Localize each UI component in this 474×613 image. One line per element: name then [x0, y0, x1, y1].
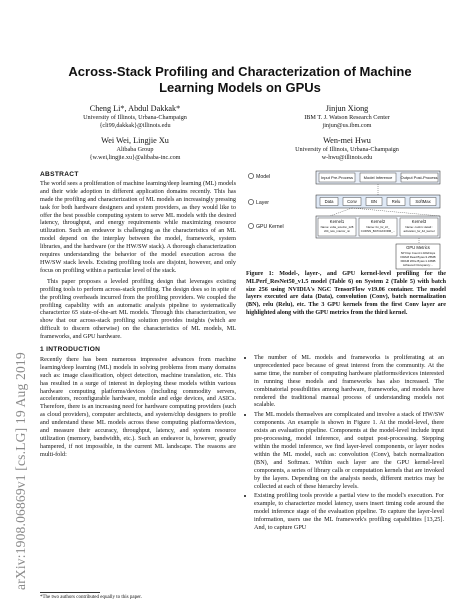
right-column-bullets: [246, 354, 444, 534]
author-block-3: [50, 136, 220, 161]
left-column: [40, 171, 236, 462]
kernel-detail: Name: cudnn::detail::: [405, 225, 433, 229]
kernel-detail: activation_fw_4d_kernel: [403, 229, 435, 233]
layer-box-label: Conv: [347, 199, 357, 204]
figure-1-diagram: [246, 170, 442, 270]
author-email: w-hwu@illinois.edu: [321, 153, 373, 161]
arxiv-stamp: arXiv:1908.06869v1 [cs.LG] 19 Aug 2019: [13, 352, 28, 590]
kernel-name: Kernel3: [411, 219, 427, 224]
kernel-level-icon: [248, 223, 253, 228]
abstract-paragraph: This paper proposes a leveled profiling design that leverages existing profiling tools to perform across-stack profiling. The design does so in spite of the profiling overheads incurred from the profiling providers. We coupled the profiling capability with an automatic analysis pipeline to systematically characterize 65 state-of-the-art ML models. Through this characterization, we show that our across-stack profiling solution provides insights (which are difficult to discern otherwise) on the characteristics of ML models, ML frameworks, and GPU hardware.: [40, 277, 236, 341]
layer-level-icon: [248, 199, 253, 204]
author-name: Cheng Li*, Abdul Dakkak*: [89, 104, 181, 113]
author-block-4: [262, 136, 432, 161]
author-email: {cli99,dakkak}@illinois.edu: [99, 121, 171, 129]
metric-line: SP Flop Count:1.02GFlops: [400, 251, 436, 255]
layer-box-label: Relu: [391, 199, 401, 204]
abstract-heading: ABSTRACT: [40, 171, 79, 178]
layer-box-label: SoftMax: [415, 199, 431, 204]
bullet-item: • Existing profiling tools provide a partial view to the model's execution. For example, to characterize model latency, users insert timing code around the model inference stage of the evaluation pipeline. To capture the layer-level information, users use the ML framework's profiling capabilities [13,25]. And, to capture GPU: [254, 492, 444, 532]
intro-heading: 1 INTRODUCTION: [40, 346, 101, 354]
level-label-model: Model: [256, 174, 271, 180]
metric-line: DRAM Read Bytes:3.25MB: [400, 255, 436, 259]
bullet-item: • The ML models themselves are complicated and involve a stack of HW/SW components. An example is shown in Figure 1. At the model-level, there exists an evaluation pipeline. Components at the model-level include input pre-processing, model inference, and output post-processing. Stepping within the model inference, we find layer-level components, or layer nodes within the ML model, such as: convolution (Conv), batch normalization (BN), and Softmax. Within each layer are the GPU kernel-level components, a series of library calls or computation kernels that are invoked by the layers. Depending on the analysis needs, different metrics may be collected at each of these hierarchy levels.: [254, 411, 444, 490]
footnote: *The two authors contributed equally to this paper.: [40, 595, 142, 600]
author-email: {w.wei,lingjie.xu}@alibaba-inc.com: [89, 153, 181, 161]
metrics-title: GPU Metrics: [406, 245, 430, 250]
layer-box-label: Data: [324, 199, 334, 204]
author-affiliation: University of Illinois, Urbana-Champaign: [83, 114, 187, 121]
kernel-name: Kernel2: [370, 219, 386, 224]
author-block-2: [262, 104, 432, 129]
kernel-detail: CUDNN_BATCHNORM_...: [360, 229, 396, 233]
author-email: jinjun@us.ibm.com: [322, 121, 372, 129]
model-box-label: Input Pre-Process: [320, 175, 354, 180]
footnote-rule: [40, 592, 100, 593]
author-name: Wei Wei, Lingjie Xu: [101, 136, 169, 145]
kernel-detail: Name: bn_fw_inf_: [366, 225, 390, 229]
paper-title: Across-Stack Profiling and Characterization of Machine Learning Models on GPUs: [68, 64, 412, 95]
intro-paragraph: Recently there has been numerous impressive advances from machine learning/deep learning (ML) models in solving problems from many domains such as: image classification, object detection, machine translation, etc. This has resulted in a surge of interest in deploying these models within various hardware computing platforms/devices (including commodity servers, accelerators, reconfigurable hardware, mobile and edge devices, and ASICs. Therefore, there is an increasing need for hardware computing providers (such as cloud providers), computer architects, and system/chip designers to profile and understand these ML models across these computing platforms/devices, and measure their accuracy, throughput, latency, and system resource utilization (memory, bandwidth, etc.). Such an endeavor is, however, greatly hampered, if not impossible, in the current ML landscape. The reasons are multi-fold:: [40, 355, 236, 458]
metric-line: DRAM Write Bytes:1.16MB: [400, 259, 436, 263]
author-affiliation: Alibaba Group: [116, 146, 154, 153]
bullet-item: • The number of ML models and frameworks is proliferating at an unprecedented pace because of great interest from the community. At the same time, the number of computing hardware platforms/devices interested in running these models and frameworks has also increased. The combinatorial possibilities among hardware, frameworks, and models have rendered the traditional manual process of understanding models not scalable.: [254, 354, 444, 409]
connector-line: [352, 208, 440, 216]
figure-caption: Figure 1: Model-, layer-, and GPU kernel-level profiling for the MLPerf_ResNet50_v1.5 model (Table 6) on System 2 (Table 5) with batch size 256 using NVIDIA's NGC TensorFlow v19.06 container. The model layers executed are data (Data), convolution (Conv), batch normalization (BN), relu (Relu), etc. The 3 GPU kernels from the first Conv layer are highlighted along with the GPU metrics from the third kernel.: [246, 271, 446, 316]
author-block-1: [50, 104, 220, 129]
author-name: Wen-mei Hwu: [323, 136, 371, 145]
kernel-detail: x64_relu_interior_nn: [323, 229, 351, 233]
layer-box-label: BN: [371, 199, 377, 204]
connector-line: [330, 208, 352, 216]
model-box-label: Output Post-Process: [400, 175, 438, 180]
model-box-label: Model Inference: [363, 175, 393, 180]
kernel-name: Kernel1: [329, 219, 345, 224]
model-level-icon: [248, 173, 253, 178]
metric-line: Achieved Occupancy:...: [402, 263, 434, 267]
author-affiliation: IBM T. J. Watson Research Center: [304, 114, 390, 121]
author-name: Jinjun Xiong: [325, 104, 369, 113]
author-affiliation: University of Illinois, Urbana-Champaign: [295, 146, 399, 153]
level-label-kernel: GPU Kernel: [256, 224, 284, 230]
level-label-layer: Layer: [256, 200, 269, 206]
abstract-paragraph: The world sees a proliferation of machine learning/deep learning (ML) models and their wide adoption in different application domains recently. This has made the profiling and characterization of ML models an increasingly pressing task for both hardware designers and system providers, as they would like to offer the best possible computing system to serve ML models with the desired latency, throughput, and energy requirements while maximizing resource utilization. Such an endeavor is challenging as the characteristics of an ML model depend on the interplay between the model, framework, system libraries, and the hardware (or the HW/SW stack). A thorough characterization requires understanding the behavior of the model execution across the HW/SW stack levels. Existing profiling tools are disjoint, however, and only focus on profiling within a particular level of the stack.: [40, 179, 236, 274]
kernel-detail: Name: volta_scudnn_128: [320, 225, 354, 229]
